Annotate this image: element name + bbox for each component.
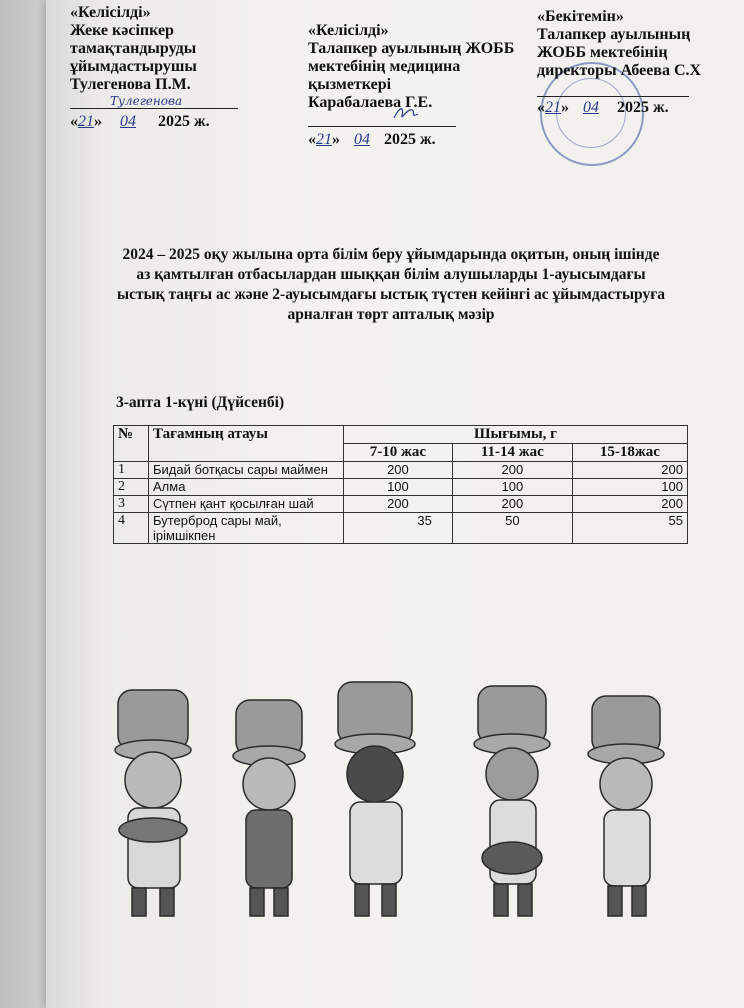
approval-2-line-4: қызметкері xyxy=(308,76,392,93)
approval-2-line-5: Карабалаева Г.Е. xyxy=(308,94,433,111)
table-row xyxy=(114,479,688,496)
row-value: 200 xyxy=(344,462,453,479)
header-age-7-10: 7-10 жас xyxy=(344,444,453,462)
background-edge xyxy=(0,0,46,1008)
signature-line-3 xyxy=(537,82,689,97)
row-dish-name: Сүтпен қант қосылған шай xyxy=(149,496,344,513)
document-title xyxy=(96,245,686,325)
approval-3-date: «21» 04 2025 ж. xyxy=(537,99,669,116)
approval-3-line-2: Талапкер ауылының xyxy=(537,26,691,43)
header-age-15-18: 15-18жас xyxy=(572,444,687,462)
row-no: 4 xyxy=(114,513,149,544)
chef-kid-3 xyxy=(335,682,415,916)
header-no: № xyxy=(114,426,149,462)
row-value: 200 xyxy=(572,496,687,513)
header-age-11-14: 11-14 жас xyxy=(452,444,572,462)
row-no: 2 xyxy=(114,479,149,496)
title-line-4: арналған төрт апталық мәзір xyxy=(287,306,495,323)
row-value: 50 xyxy=(452,513,572,544)
day-label: 3-апта 1-күні (Дүйсенбі) xyxy=(116,394,285,411)
row-value: 35 xyxy=(344,513,453,544)
signature-scribble-2 xyxy=(392,104,420,122)
row-value: 200 xyxy=(452,462,572,479)
row-no: 1 xyxy=(114,462,149,479)
handwritten-signature-1: Тулегенова xyxy=(110,94,183,108)
kids-chefs-illustration xyxy=(100,680,690,930)
title-line-3: ыстық таңғы ас және 2-ауысымдағы ыстық түстен кейінгі ас ұйымдастыруға xyxy=(116,286,666,303)
approval-2-line-1: «Келісілді» xyxy=(308,22,389,39)
table-row xyxy=(114,513,688,544)
signature-line-2 xyxy=(308,112,456,127)
approval-1-date: «21» 04 2025 ж. xyxy=(70,113,210,130)
approval-block-2 xyxy=(308,22,518,149)
approval-3-line-3: ЖОББ мектебінің xyxy=(537,44,668,61)
title-line-2: аз қамтылған отбасылардан шыққан білім алушыларды 1-ауысымдағы xyxy=(136,266,646,283)
approval-1-line-5: Тулегенова П.М. xyxy=(70,76,191,93)
approval-block-1 xyxy=(70,4,270,131)
approval-2-line-2: Талапкер ауылының ЖОББ xyxy=(308,40,515,57)
row-value: 200 xyxy=(452,496,572,513)
chef-kid-1 xyxy=(115,690,191,916)
row-no: 3 xyxy=(114,496,149,513)
chef-kid-2 xyxy=(233,700,305,916)
approval-2-date: «21» 04 2025 ж. xyxy=(308,131,436,148)
header-dish-name: Тағамның атауы xyxy=(149,426,344,462)
row-value: 200 xyxy=(344,496,453,513)
menu-table xyxy=(113,425,688,544)
approval-3-line-4: директоры Абеева С.Х xyxy=(537,62,702,79)
table-header-row xyxy=(114,426,688,444)
approval-block-3 xyxy=(537,8,737,117)
table-row xyxy=(114,496,688,513)
table-row xyxy=(114,462,688,479)
row-value: 100 xyxy=(452,479,572,496)
approval-1-line-2: Жеке кәсіпкер xyxy=(70,22,174,39)
chef-kid-5 xyxy=(588,696,664,916)
row-dish-name: Бутерброд сары май, ірімшікпен xyxy=(149,513,344,544)
row-dish-name: Бидай ботқасы сары маймен xyxy=(149,462,344,479)
row-value: 200 xyxy=(572,462,687,479)
row-value: 100 xyxy=(572,479,687,496)
header-yield: Шығымы, г xyxy=(344,426,688,444)
signature-line-1 xyxy=(70,94,238,109)
approval-1-line-3: тамақтандыруды xyxy=(70,40,197,57)
approval-3-line-1: «Бекітемін» xyxy=(537,8,624,25)
approval-1-line-4: ұйымдастырушы xyxy=(70,58,197,75)
row-value: 55 xyxy=(572,513,687,544)
row-value: 100 xyxy=(344,479,453,496)
title-line-1: 2024 – 2025 оқу жылына орта білім беру ұйымдарында оқитын, оның ішінде xyxy=(122,246,660,263)
chef-kid-4 xyxy=(474,686,550,916)
approval-2-line-3: мектебінің медицина xyxy=(308,58,461,75)
row-dish-name: Алма xyxy=(149,479,344,496)
approval-1-line-1: «Келісілді» xyxy=(70,4,151,21)
